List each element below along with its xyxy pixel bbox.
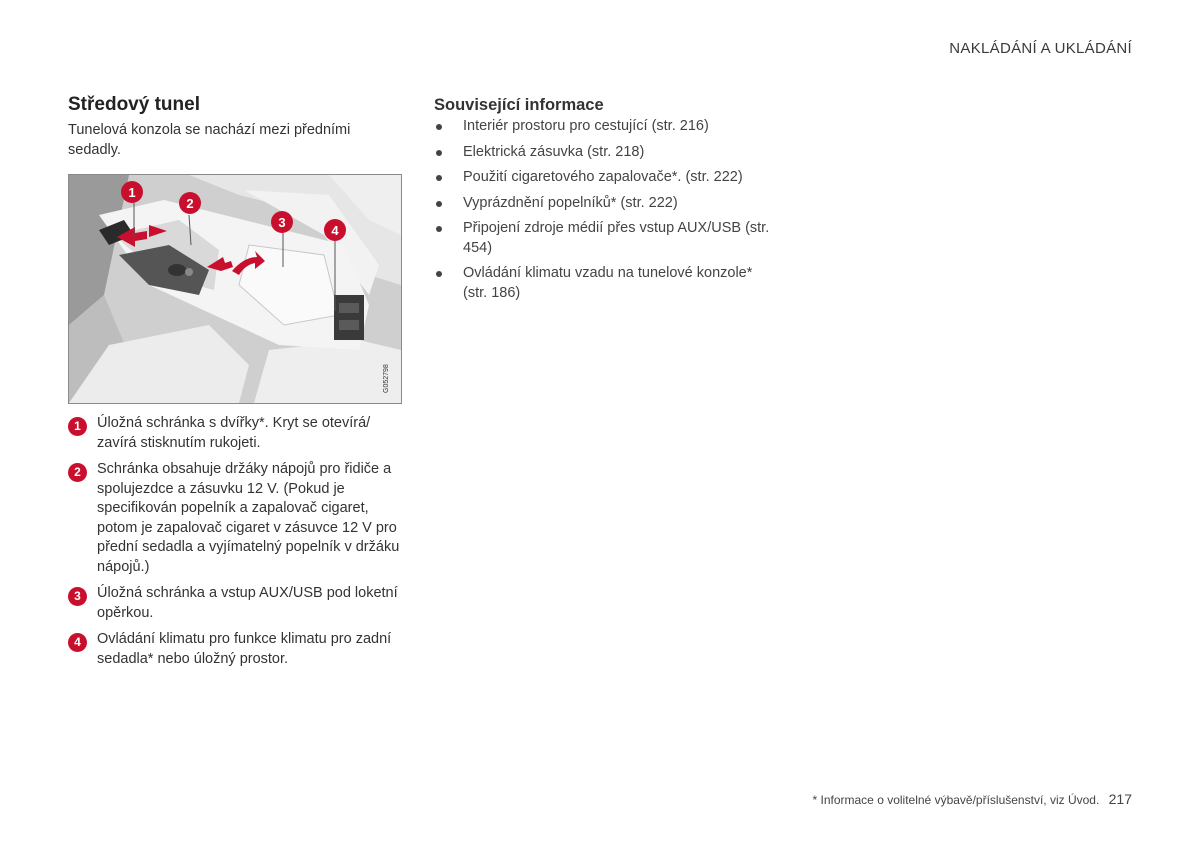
- bullet-icon: [436, 150, 442, 156]
- callout-item-4: [68, 630, 404, 669]
- related-link-text: Elektrická zásuvka (str. 218): [463, 143, 645, 160]
- figure-code: G052798: [383, 364, 390, 393]
- page-footer: [813, 791, 1133, 807]
- callout-item-3: [68, 584, 404, 623]
- intro-text: Tunelová konzola se nachází mezi předními sedadly.: [68, 122, 351, 158]
- callout-item-2: [68, 460, 404, 577]
- callout-text: Schránka obsahuje držáky nápojů pro řidiče a spolujezdce a zásuvku 12 V. (Pokud je specifikován popelník a zapalovač cigaret, potom je zapalovač cigaret v zásuvce 12 V pro přední sedadla a vyjímatelný popelník v držáku nápojů.): [97, 461, 400, 575]
- related-info-list: [434, 117, 774, 309]
- related-link[interactable]: [434, 219, 774, 258]
- callout-text: Úložná schránka a vstup AUX/USB pod loketní opěrkou.: [97, 585, 398, 621]
- figure-marker-4: 4: [331, 223, 339, 238]
- figure-marker-2: 2: [186, 196, 194, 211]
- bullet-icon: [436, 226, 442, 232]
- related-link-text: Vyprázdnění popelníků* (str. 222): [463, 194, 678, 211]
- related-link[interactable]: [434, 143, 774, 163]
- related-link-text: Interiér prostoru pro cestující (str. 216): [463, 118, 709, 134]
- related-link-text: Použití cigaretového zapalovače*. (str. 222): [463, 169, 743, 185]
- related-link[interactable]: [434, 117, 774, 137]
- callout-number-badge: 4: [68, 633, 87, 652]
- callout-number-badge: 3: [68, 587, 87, 606]
- callout-text: Ovládání klimatu pro funkce klimatu pro zadní sedadla* nebo úložný prostor.: [97, 631, 392, 667]
- callout-item-1: [68, 414, 404, 453]
- related-link-text: Připojení zdroje médií přes vstup AUX/USB (str. 454): [463, 220, 770, 256]
- related-info-title: Související informace: [434, 96, 604, 114]
- callout-list: [68, 414, 404, 676]
- related-link-text: Ovládání klimatu vzadu na tunelové konzole* (str. 186): [463, 265, 753, 301]
- callout-number-badge: 1: [68, 417, 87, 436]
- callout-text: Úložná schránka s dvířky*. Kryt se otevírá/ zavírá stisknutím rukojeti.: [97, 415, 371, 451]
- callout-number-badge: 2: [68, 463, 87, 482]
- page-title: Středový tunel: [68, 94, 200, 115]
- bullet-icon: [436, 271, 442, 277]
- figure-marker-1: 1: [128, 185, 136, 200]
- related-link[interactable]: [434, 168, 774, 188]
- page-number: 217: [1108, 791, 1132, 807]
- bullet-icon: [436, 201, 442, 207]
- footnote-text: * Informace o volitelné výbavě/příslušenství, viz Úvod.: [812, 793, 1100, 807]
- figure-marker-3: 3: [278, 215, 286, 230]
- related-link[interactable]: [434, 264, 774, 303]
- section-header: NAKLÁDÁNÍ A UKLÁDÁNÍ: [949, 40, 1132, 57]
- center-tunnel-illustration: [68, 174, 402, 404]
- bullet-icon: [436, 175, 442, 181]
- bullet-icon: [436, 124, 442, 130]
- related-link[interactable]: [434, 194, 774, 214]
